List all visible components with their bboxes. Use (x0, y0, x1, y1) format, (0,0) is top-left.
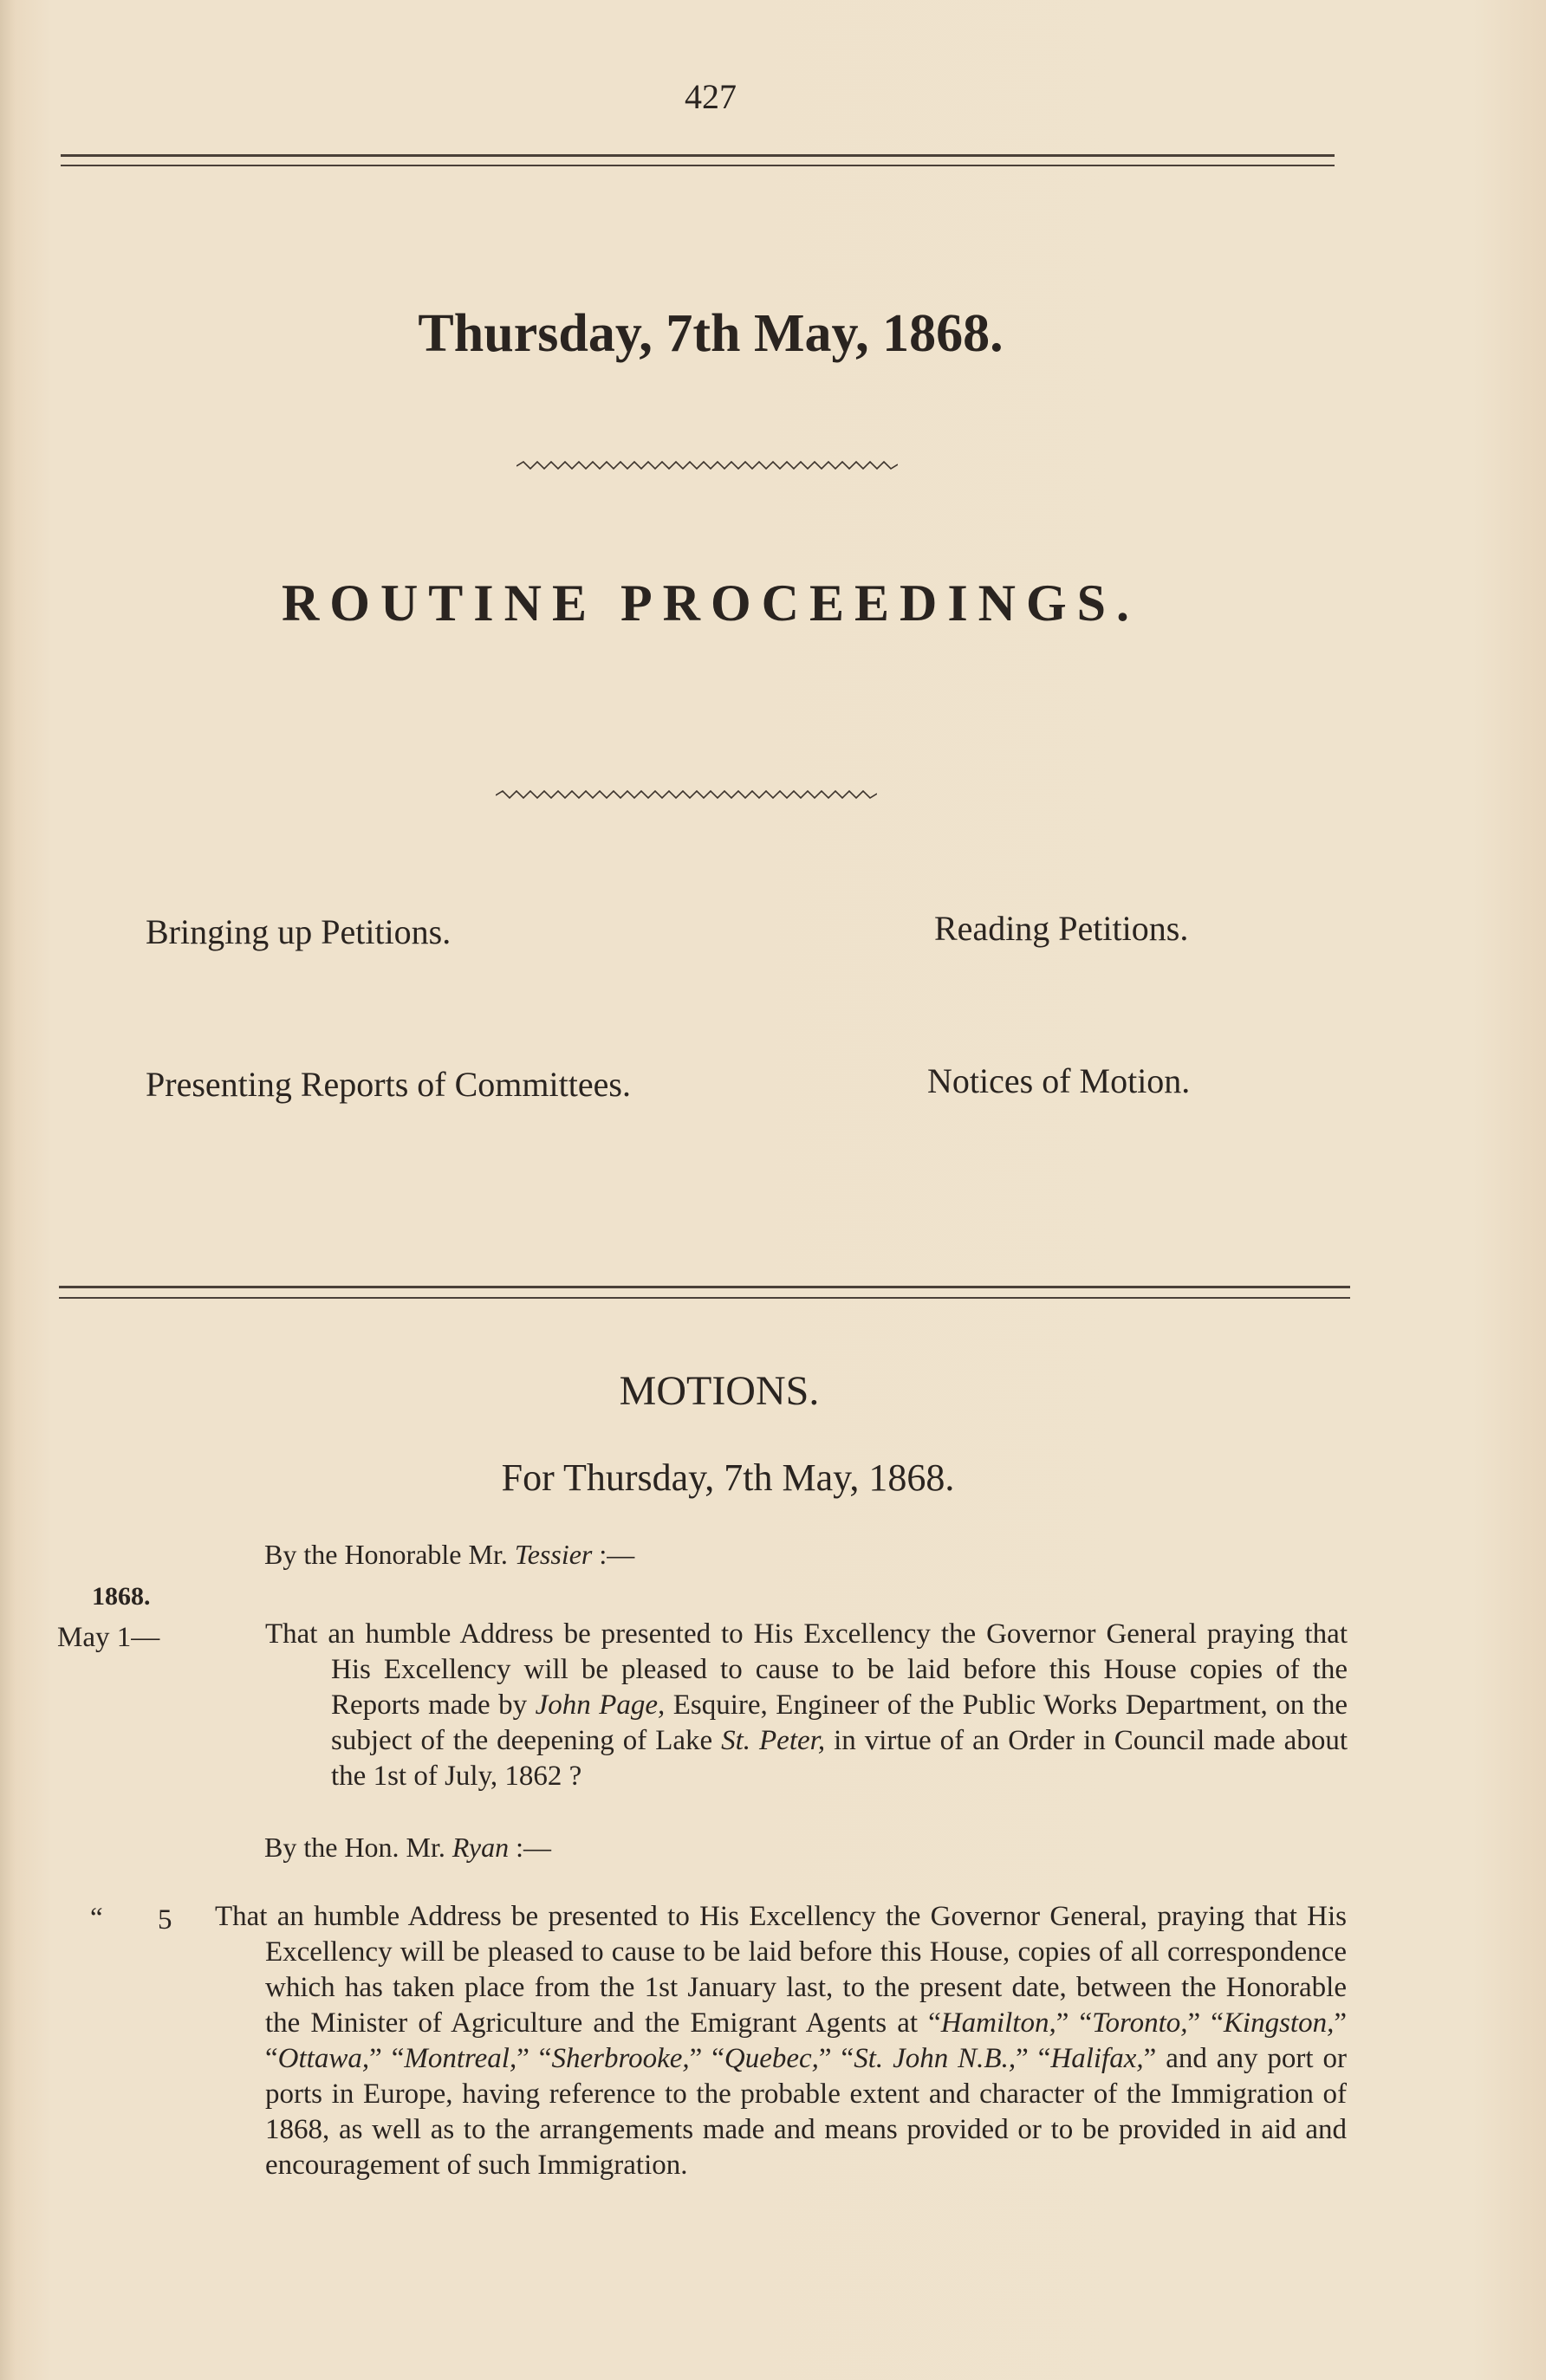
place-kingston: Kingston, (1223, 2007, 1335, 2039)
entry-date-ditto: “ (90, 1903, 103, 1934)
mover-suffix: :— (516, 1832, 551, 1863)
motion-text (199, 1617, 1348, 1794)
mover-line (264, 1539, 634, 1571)
place-toronto: Toronto, (1092, 2007, 1188, 2039)
routine-proceedings-title: ROUTINE PROCEEDINGS. (281, 574, 1140, 632)
place-quebec: Quebec, (724, 2043, 819, 2074)
motion-name-2: St. Peter, (721, 1725, 826, 1756)
top-rule-thin (61, 165, 1335, 166)
mover-line (264, 1832, 551, 1864)
motion-text-start: That an humble Address be presented to His Excellency the Governor General, praying that His Excellency will be pleased to cause to be laid before this House, copies of all correspondence which has taken place from the 1st January last, to the present date, between the Honorable the Minister of Agriculture and the Emigrant Agents at (215, 1901, 1347, 2039)
motions-title: MOTIONS. (619, 1368, 820, 1414)
motion-text-start: That an humble Address be presented to His Excellency the Governor General praying that His Excellency will be pleased to cause to be laid before this House copies of the Reports made by (265, 1618, 1348, 1721)
top-rule (61, 154, 1335, 157)
ornamental-wavy-rule (496, 790, 877, 801)
entry-year: 1868. (92, 1582, 151, 1611)
mover-suffix: :— (599, 1539, 635, 1570)
motion-text-end: in virtue of an Order in Council made about the 1st of July, 1862 ? (331, 1725, 1348, 1792)
date-heading: Thursday, 7th May, 1868. (418, 304, 1004, 363)
motions-subtitle: For Thursday, 7th May, 1868. (501, 1456, 955, 1499)
motion-text: That an humble Address be presented to His Excellency the Governor General, praying that His Excellency will be pleased to cause to be laid before this House, copies of all correspondence which has taken place from the 1st January last, to the present date, between the Honorable the Minister of Agriculture and the Emigrant Agents at “Hamilton,” “Toronto,” “Kingston,” “Ottawa,” “Montreal,” “Sherbrooke,” “Quebec,” “St. John N.B.,” “Halifax,” and any port or ports in Europe, having reference to the probable extent and character of the Immigration of 1868, as well as to the arrangements made and means provided or to be provided in aid and encouragement of such Immigration. (215, 1901, 1348, 2181)
section-rule-thin (59, 1297, 1350, 1299)
place-halifax: Halifax, (1050, 2043, 1144, 2074)
mover-name: Ryan (451, 1832, 510, 1863)
mover-name: Tessier (514, 1539, 593, 1570)
mover-prefix: By the Honorable Mr. (264, 1539, 508, 1570)
motion-text-mid: Esquire, Engineer of the Public Works Department, on the subject of the deepening of Lake (331, 1689, 1348, 1756)
mover-prefix: By the Hon. Mr. (264, 1832, 445, 1863)
entry-date: May 1— (57, 1622, 160, 1653)
place-st-john: St. John N.B., (854, 2043, 1017, 2074)
routine-item-bringing-up-petitions: Bringing up Petitions. (146, 912, 451, 951)
routine-item-notices-of-motion: Notices of Motion. (927, 1061, 1191, 1100)
page-number: 427 (685, 77, 737, 116)
place-hamilton: Hamilton, (940, 2007, 1056, 2039)
place-montreal: Montreal, (404, 2043, 517, 2074)
place-sherbrooke: Sherbrooke, (551, 2043, 690, 2074)
entry-date-day: 5 (158, 1904, 172, 1936)
place-ottawa: Ottawa, (277, 2043, 370, 2074)
routine-item-presenting-reports: Presenting Reports of Committees. (146, 1065, 631, 1104)
routine-item-reading-petitions: Reading Petitions. (934, 909, 1189, 948)
section-rule (59, 1286, 1350, 1288)
motion-name-1: John Page, (535, 1689, 666, 1721)
ornamental-wavy-rule (516, 461, 898, 471)
motion-text-end: and any port or ports in Europe, having reference to the probable extent and character of the Immigration of 1868, as well as to the arrangements made and means provided or to be provided in aid and encouragement of such Immigration. (265, 2043, 1348, 2181)
